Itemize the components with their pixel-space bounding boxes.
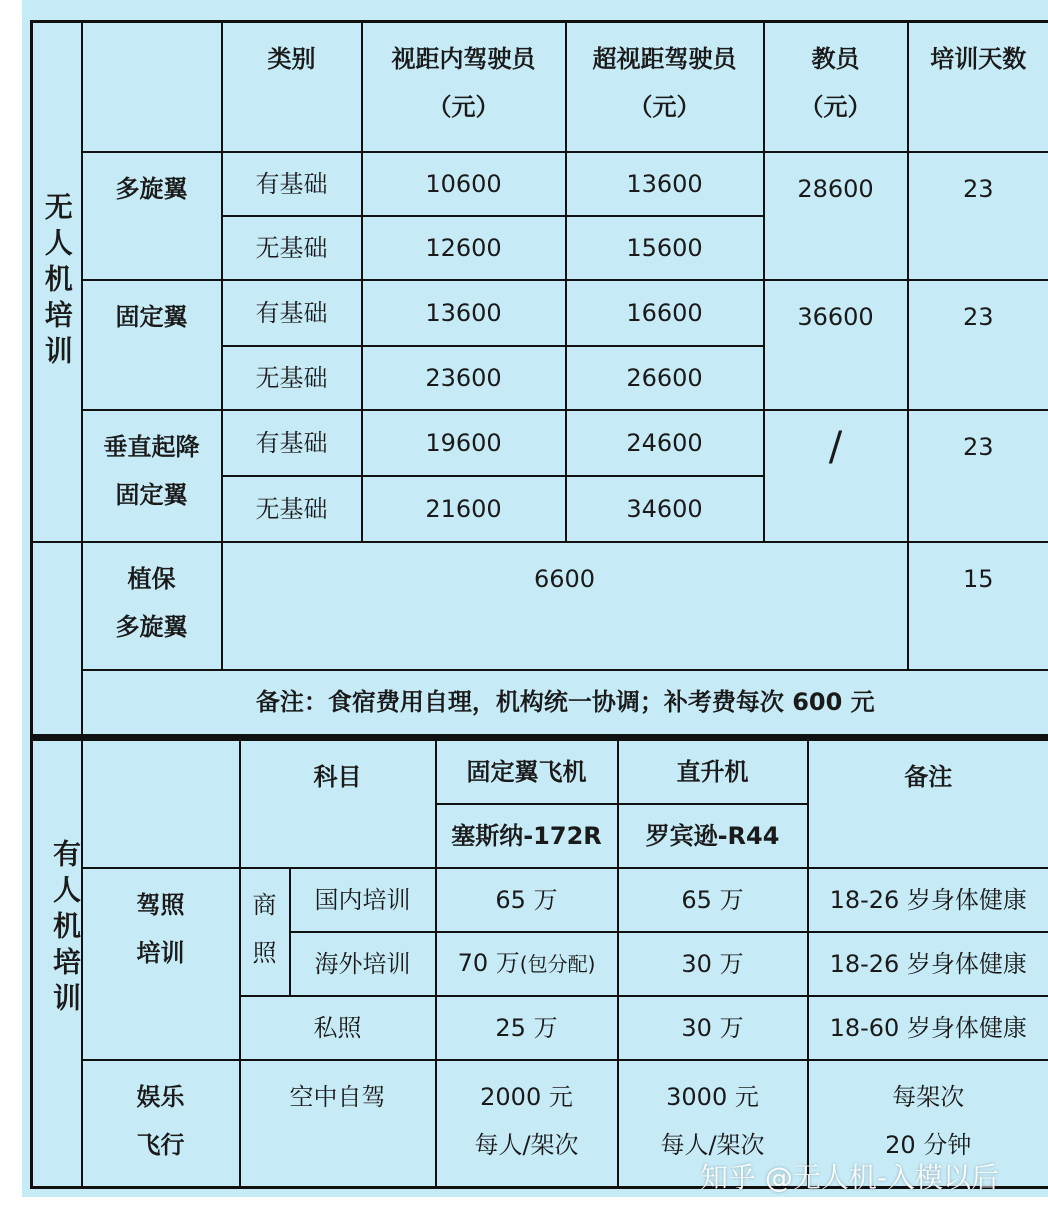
header-instructor-title: 教员 xyxy=(811,45,860,73)
plant-protection-line2: 多旋翼 xyxy=(115,612,188,641)
row-vlos-price: 10600 xyxy=(362,152,566,216)
remark: 18-26 岁身体健康 xyxy=(808,868,1048,932)
header-blank xyxy=(82,22,222,152)
group-vtol-name xyxy=(82,410,222,542)
leisure-remark-line2: 20 分钟 xyxy=(885,1130,972,1159)
header-subject: 科目 xyxy=(240,740,436,868)
section-blank xyxy=(32,542,82,736)
plant-protection-line1: 植保 xyxy=(127,564,176,593)
plant-protection-days: 15 xyxy=(908,542,1048,670)
uav-section-label xyxy=(32,22,82,542)
group-instructor-price: 28600 xyxy=(764,152,908,280)
group-days: 23 xyxy=(908,410,1048,542)
license-line2: 培训 xyxy=(136,938,185,967)
helicopter-price: 30 万 xyxy=(618,996,808,1060)
group-instructor-price: / xyxy=(764,410,908,542)
plant-protection-price: 6600 xyxy=(222,542,908,670)
group-multirotor-name: 多旋翼 xyxy=(82,152,222,280)
row-vlos-price: 12600 xyxy=(362,216,566,280)
license-item: 国内培训 xyxy=(290,868,436,932)
fixed-wing-price xyxy=(436,932,618,996)
leisure-heli-line2: 每人/架次 xyxy=(660,1130,765,1159)
commercial-license-label xyxy=(240,868,290,996)
manned-section-label xyxy=(32,740,82,1188)
helicopter-price: 65 万 xyxy=(618,868,808,932)
header-instructor-unit: （元） xyxy=(799,93,872,121)
header-bvlos-unit: （元） xyxy=(628,93,701,121)
helicopter-price: 30 万 xyxy=(618,932,808,996)
license-training-name xyxy=(82,868,240,1060)
plant-protection-name xyxy=(82,542,222,670)
manned-section-label-text: 有人机培训 xyxy=(49,838,82,1019)
row-vlos-price: 19600 xyxy=(362,410,566,476)
row-bvlos-price: 13600 xyxy=(566,152,764,216)
row-level: 有基础 xyxy=(222,410,362,476)
row-level: 有基础 xyxy=(222,152,362,216)
group-vtol-name-line2: 固定翼 xyxy=(115,480,188,509)
row-level: 无基础 xyxy=(222,476,362,542)
row-vlos-price: 13600 xyxy=(362,280,566,346)
row-bvlos-price: 24600 xyxy=(566,410,764,476)
row-bvlos-price: 34600 xyxy=(566,476,764,542)
header-helicopter: 直升机 xyxy=(618,740,808,804)
leisure-line1: 娱乐 xyxy=(136,1082,185,1111)
row-bvlos-price: 26600 xyxy=(566,346,764,410)
leisure-fixed-line1: 2000 元 xyxy=(480,1082,573,1111)
group-instructor-price: 36600 xyxy=(764,280,908,410)
row-vlos-price: 23600 xyxy=(362,346,566,410)
row-level: 无基础 xyxy=(222,346,362,410)
group-days: 23 xyxy=(908,152,1048,280)
license-line1: 驾照 xyxy=(136,890,185,919)
uav-section-label-text: 无人机培训 xyxy=(40,191,74,372)
header-vlos-unit: （元） xyxy=(427,93,500,121)
group-days: 23 xyxy=(908,280,1048,410)
header-remarks: 备注 xyxy=(808,740,1048,868)
fixed-wing-price-value: 70 万 xyxy=(457,949,520,977)
row-bvlos-price: 15600 xyxy=(566,216,764,280)
header-vlos-title: 视距内驾驶员 xyxy=(391,45,536,73)
leisure-flight-name xyxy=(82,1060,240,1188)
header-bvlos xyxy=(566,22,764,152)
fixed-wing-price: 25 万 xyxy=(436,996,618,1060)
license-item: 私照 xyxy=(240,996,436,1060)
license-item: 海外培训 xyxy=(290,932,436,996)
header-days: 培训天数 xyxy=(908,22,1048,152)
row-level: 无基础 xyxy=(222,216,362,280)
header-vlos xyxy=(362,22,566,152)
row-bvlos-price: 16600 xyxy=(566,280,764,346)
commercial-line1: 商 xyxy=(252,890,277,919)
group-vtol-name-line1: 垂直起降 xyxy=(103,432,200,461)
leisure-line2: 飞行 xyxy=(136,1130,185,1159)
leisure-heli-line1: 3000 元 xyxy=(666,1082,759,1111)
leisure-fixed-wing-price xyxy=(436,1060,618,1188)
header-instructor xyxy=(764,22,908,152)
group-fixedwing-name: 固定翼 xyxy=(82,280,222,410)
remark: 18-26 岁身体健康 xyxy=(808,932,1048,996)
leisure-fixed-line2: 每人/架次 xyxy=(474,1130,579,1159)
header-helicopter-model: 罗宾逊-R44 xyxy=(618,804,808,868)
watermark: 知乎 @无人机-入模以后 xyxy=(700,1161,1000,1194)
header-bvlos-title: 超视距驾驶员 xyxy=(592,45,737,73)
header-fixed-wing-model: 塞斯纳-172R xyxy=(436,804,618,868)
header-fixed-wing: 固定翼飞机 xyxy=(436,740,618,804)
remark: 18-60 岁身体健康 xyxy=(808,996,1048,1060)
header-blank xyxy=(82,740,240,868)
leisure-item: 空中自驾 xyxy=(240,1060,436,1188)
leisure-remark-line1: 每架次 xyxy=(892,1082,965,1111)
commercial-line2: 照 xyxy=(252,938,277,967)
row-level: 有基础 xyxy=(222,280,362,346)
row-vlos-price: 21600 xyxy=(362,476,566,542)
uav-training-table xyxy=(30,20,1048,737)
manned-training-table xyxy=(30,738,1048,1189)
header-category: 类别 xyxy=(222,22,362,152)
fixed-wing-price: 65 万 xyxy=(436,868,618,932)
fixed-wing-price-note: (包分配) xyxy=(519,952,596,976)
uav-note: 备注：食宿费用自理，机构统一协调；补考费每次 600 元 xyxy=(82,670,1048,736)
